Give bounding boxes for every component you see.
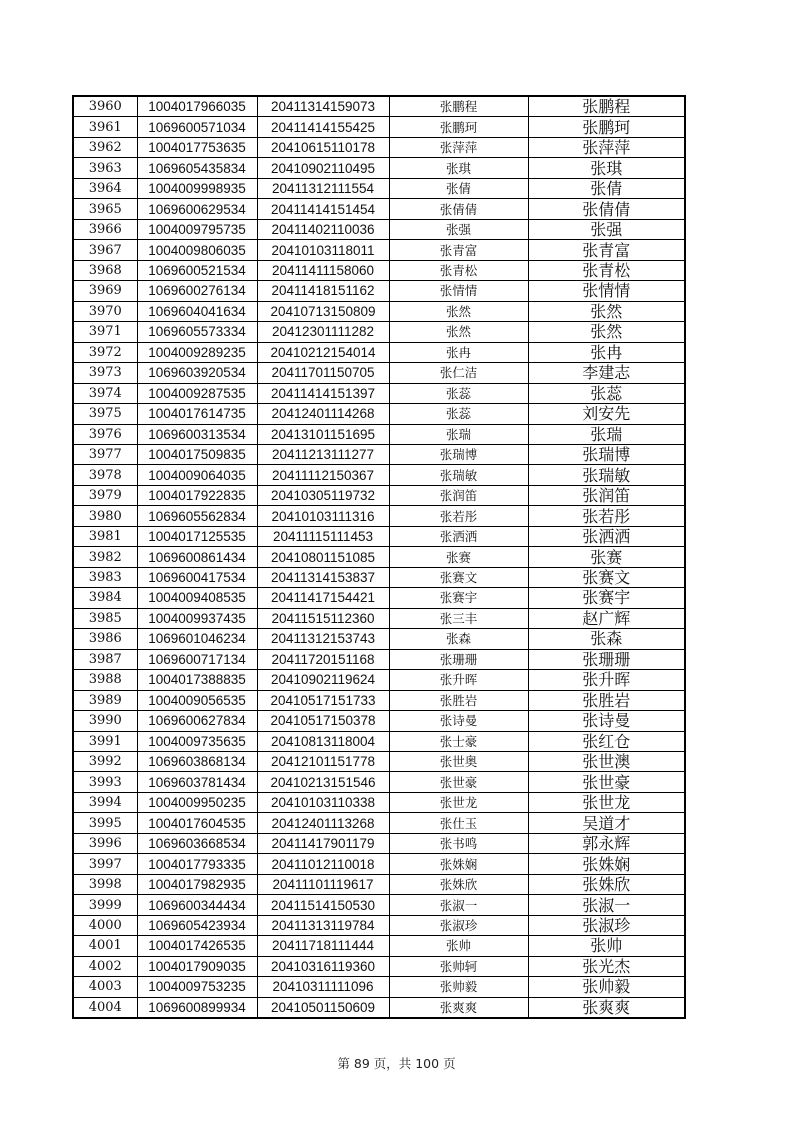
cell-name-verified: 张琪 (528, 158, 685, 178)
cell-seq-number: 3992 (73, 752, 137, 772)
cell-exam-number: 20410517151733 (257, 690, 389, 710)
cell-seq-number: 3966 (73, 219, 137, 239)
cell-name: 张蕊 (389, 383, 528, 403)
cell-exam-number: 20413101151695 (257, 424, 389, 444)
cell-seq-number: 3997 (73, 854, 137, 874)
cell-name: 张仁洁 (389, 363, 528, 383)
cell-name-verified: 张鹏程 (528, 96, 685, 117)
cell-seq-number: 3998 (73, 874, 137, 894)
table-row (73, 629, 685, 649)
table-row (73, 199, 685, 219)
cell-name-verified: 张赛文 (528, 567, 685, 587)
cell-name-verified: 张淑珍 (528, 915, 685, 935)
cell-id-number: 1069600313534 (137, 424, 257, 444)
cell-name-verified: 张瑞敏 (528, 465, 685, 485)
cell-id-number: 1004017604535 (137, 813, 257, 833)
cell-name: 张萍萍 (389, 137, 528, 157)
cell-seq-number: 3990 (73, 711, 137, 731)
cell-exam-number: 20410501150609 (257, 997, 389, 1018)
cell-seq-number: 3989 (73, 690, 137, 710)
cell-id-number: 1004017614735 (137, 404, 257, 424)
cell-name: 张鹏程 (389, 96, 528, 117)
cell-id-number: 1069605435834 (137, 158, 257, 178)
cell-seq-number: 4000 (73, 915, 137, 935)
cell-seq-number: 3960 (73, 96, 137, 117)
cell-id-number: 1069600344434 (137, 895, 257, 915)
table-row (73, 424, 685, 444)
cell-name: 张赛文 (389, 567, 528, 587)
cell-name-verified: 张倩 (528, 178, 685, 198)
cell-name-verified: 张强 (528, 219, 685, 239)
table-row (73, 117, 685, 137)
cell-name-verified: 张润笛 (528, 485, 685, 505)
cell-name: 张世奥 (389, 752, 528, 772)
table-row (73, 322, 685, 342)
cell-id-number: 1004017982935 (137, 874, 257, 894)
cell-seq-number: 3972 (73, 342, 137, 362)
cell-name: 张淑一 (389, 895, 528, 915)
cell-seq-number: 3971 (73, 322, 137, 342)
cell-id-number: 1069600276134 (137, 281, 257, 301)
cell-name: 张情情 (389, 281, 528, 301)
cell-id-number: 1004017966035 (137, 96, 257, 117)
cell-id-number: 1069603920534 (137, 363, 257, 383)
cell-name: 张然 (389, 301, 528, 321)
cell-id-number: 1004017125535 (137, 526, 257, 546)
cell-exam-number: 20411701150705 (257, 363, 389, 383)
cell-name: 张瑞博 (389, 444, 528, 464)
table-row (73, 854, 685, 874)
cell-exam-number: 20411112150367 (257, 465, 389, 485)
cell-exam-number: 20410902110495 (257, 158, 389, 178)
cell-seq-number: 3994 (73, 792, 137, 812)
cell-exam-number: 20411514150530 (257, 895, 389, 915)
cell-seq-number: 3982 (73, 547, 137, 567)
cell-id-number: 1069600571034 (137, 117, 257, 137)
cell-id-number: 1069600899934 (137, 997, 257, 1018)
cell-exam-number: 20411312111554 (257, 178, 389, 198)
cell-id-number: 1004017793335 (137, 854, 257, 874)
table-row (73, 608, 685, 628)
roster-table (72, 95, 686, 1019)
table-row (73, 547, 685, 567)
cell-name: 张森 (389, 629, 528, 649)
cell-exam-number: 20411115111453 (257, 526, 389, 546)
cell-exam-number: 20412301111282 (257, 322, 389, 342)
cell-exam-number: 20410305119732 (257, 485, 389, 505)
cell-exam-number: 20411213111277 (257, 444, 389, 464)
cell-exam-number: 20411402110036 (257, 219, 389, 239)
table-row (73, 772, 685, 792)
cell-name-verified: 张青松 (528, 260, 685, 280)
table-row (73, 956, 685, 976)
cell-seq-number: 3980 (73, 506, 137, 526)
cell-exam-number: 20410213151546 (257, 772, 389, 792)
cell-name: 张爽爽 (389, 997, 528, 1018)
cell-name-verified: 张世豪 (528, 772, 685, 792)
cell-name-verified: 张帅毅 (528, 977, 685, 997)
cell-name-verified: 张淑一 (528, 895, 685, 915)
cell-exam-number: 20411417901179 (257, 833, 389, 853)
table-row (73, 260, 685, 280)
cell-id-number: 1004009735635 (137, 731, 257, 751)
cell-exam-number: 20410311111096 (257, 977, 389, 997)
cell-seq-number: 4004 (73, 997, 137, 1018)
cell-id-number: 1004017388835 (137, 670, 257, 690)
cell-exam-number: 20410316119360 (257, 956, 389, 976)
table-row (73, 731, 685, 751)
cell-name-verified: 张世澳 (528, 752, 685, 772)
cell-exam-number: 20411414151397 (257, 383, 389, 403)
cell-name: 张蕊 (389, 404, 528, 424)
cell-name-verified: 张珊珊 (528, 649, 685, 669)
cell-name: 张然 (389, 322, 528, 342)
cell-name-verified: 张诗曼 (528, 711, 685, 731)
cell-exam-number: 20411101119617 (257, 874, 389, 894)
cell-exam-number: 20410813118004 (257, 731, 389, 751)
cell-name-verified: 张鹏珂 (528, 117, 685, 137)
table-row (73, 936, 685, 956)
cell-exam-number: 20411012110018 (257, 854, 389, 874)
cell-id-number: 1069605423934 (137, 915, 257, 935)
cell-exam-number: 20412101151778 (257, 752, 389, 772)
table-row (73, 137, 685, 157)
cell-seq-number: 3970 (73, 301, 137, 321)
table-row (73, 158, 685, 178)
cell-exam-number: 20410212154014 (257, 342, 389, 362)
cell-name-verified: 张姝欣 (528, 874, 685, 894)
cell-id-number: 1004017426535 (137, 936, 257, 956)
cell-exam-number: 20411312153743 (257, 629, 389, 649)
cell-seq-number: 3988 (73, 670, 137, 690)
cell-id-number: 1069600521534 (137, 260, 257, 280)
cell-seq-number: 3961 (73, 117, 137, 137)
cell-id-number: 1069604041634 (137, 301, 257, 321)
table-row (73, 219, 685, 239)
cell-name: 张书鸣 (389, 833, 528, 853)
cell-id-number: 1004017922835 (137, 485, 257, 505)
cell-name: 张倩倩 (389, 199, 528, 219)
table-row (73, 281, 685, 301)
table-row (73, 711, 685, 731)
table-row (73, 752, 685, 772)
cell-id-number: 1004009806035 (137, 240, 257, 260)
cell-name: 张姝娴 (389, 854, 528, 874)
cell-seq-number: 4003 (73, 977, 137, 997)
cell-name-verified: 张青富 (528, 240, 685, 260)
cell-seq-number: 3986 (73, 629, 137, 649)
table-row (73, 874, 685, 894)
cell-name: 张升晖 (389, 670, 528, 690)
cell-id-number: 1004009950235 (137, 792, 257, 812)
cell-exam-number: 20411314159073 (257, 96, 389, 117)
cell-name-verified: 张若彤 (528, 506, 685, 526)
page-footer: 第 89 页，共 100 页 (337, 1056, 456, 1071)
cell-name: 张帅轲 (389, 956, 528, 976)
cell-id-number: 1004017753635 (137, 137, 257, 157)
cell-name: 张诗曼 (389, 711, 528, 731)
cell-id-number: 1004017909035 (137, 956, 257, 976)
cell-name-verified: 吴道才 (528, 813, 685, 833)
cell-id-number: 1004009937435 (137, 608, 257, 628)
cell-name-verified: 张升晖 (528, 670, 685, 690)
cell-exam-number: 20410103110338 (257, 792, 389, 812)
cell-name-verified: 张帅 (528, 936, 685, 956)
cell-name: 张世龙 (389, 792, 528, 812)
roster-table-body (73, 96, 685, 1018)
table-row (73, 383, 685, 403)
cell-name-verified: 刘安先 (528, 404, 685, 424)
cell-name: 张赛 (389, 547, 528, 567)
cell-name: 张瑞 (389, 424, 528, 444)
cell-seq-number: 3963 (73, 158, 137, 178)
table-row (73, 240, 685, 260)
cell-exam-number: 20411417154421 (257, 588, 389, 608)
table-row (73, 485, 685, 505)
table-row (73, 363, 685, 383)
cell-exam-number: 20411414155425 (257, 117, 389, 137)
table-row (73, 342, 685, 362)
cell-seq-number: 3962 (73, 137, 137, 157)
cell-id-number: 1069600627834 (137, 711, 257, 731)
cell-name: 张淑珍 (389, 915, 528, 935)
table-row (73, 526, 685, 546)
cell-exam-number: 20412401113268 (257, 813, 389, 833)
cell-seq-number: 3987 (73, 649, 137, 669)
table-row (73, 792, 685, 812)
table-row (73, 813, 685, 833)
cell-id-number: 1069605573334 (137, 322, 257, 342)
cell-seq-number: 4001 (73, 936, 137, 956)
cell-name: 张倩 (389, 178, 528, 198)
cell-id-number: 1069600861434 (137, 547, 257, 567)
cell-name: 张瑞敏 (389, 465, 528, 485)
cell-id-number: 1069600417534 (137, 567, 257, 587)
cell-id-number: 1069600717134 (137, 649, 257, 669)
cell-exam-number: 20410801151085 (257, 547, 389, 567)
cell-name: 张帅毅 (389, 977, 528, 997)
cell-seq-number: 3969 (73, 281, 137, 301)
cell-id-number: 1069603868134 (137, 752, 257, 772)
cell-id-number: 1004009287535 (137, 383, 257, 403)
cell-id-number: 1004017509835 (137, 444, 257, 464)
table-row (73, 178, 685, 198)
cell-id-number: 1069603668534 (137, 833, 257, 853)
cell-seq-number: 3991 (73, 731, 137, 751)
cell-name: 张青松 (389, 260, 528, 280)
cell-seq-number: 3984 (73, 588, 137, 608)
cell-name: 张珊珊 (389, 649, 528, 669)
table-row (73, 997, 685, 1018)
cell-exam-number: 20411314153837 (257, 567, 389, 587)
cell-seq-number: 3985 (73, 608, 137, 628)
cell-seq-number: 3967 (73, 240, 137, 260)
cell-id-number: 1004009753235 (137, 977, 257, 997)
cell-name-verified: 张瑞 (528, 424, 685, 444)
cell-name-verified: 张爽爽 (528, 997, 685, 1018)
table-row (73, 895, 685, 915)
cell-name: 张鹏珂 (389, 117, 528, 137)
cell-name: 张青富 (389, 240, 528, 260)
cell-name: 张胜岩 (389, 690, 528, 710)
cell-seq-number: 3995 (73, 813, 137, 833)
cell-id-number: 1004009795735 (137, 219, 257, 239)
cell-name: 张琪 (389, 158, 528, 178)
table-row (73, 567, 685, 587)
cell-id-number: 1069605562834 (137, 506, 257, 526)
table-row (73, 404, 685, 424)
cell-name: 张若彤 (389, 506, 528, 526)
cell-seq-number: 3977 (73, 444, 137, 464)
cell-name: 张冉 (389, 342, 528, 362)
cell-seq-number: 3996 (73, 833, 137, 853)
cell-name-verified: 张然 (528, 322, 685, 342)
cell-id-number: 1069601046234 (137, 629, 257, 649)
cell-exam-number: 20410517150378 (257, 711, 389, 731)
cell-exam-number: 20411313119784 (257, 915, 389, 935)
cell-seq-number: 3968 (73, 260, 137, 280)
cell-name: 张姝欣 (389, 874, 528, 894)
cell-seq-number: 3999 (73, 895, 137, 915)
cell-name: 张士豪 (389, 731, 528, 751)
cell-name: 张洒洒 (389, 526, 528, 546)
cell-seq-number: 3978 (73, 465, 137, 485)
cell-name-verified: 郭永辉 (528, 833, 685, 853)
cell-exam-number: 20411418151162 (257, 281, 389, 301)
cell-seq-number: 3975 (73, 404, 137, 424)
cell-name-verified: 张倩倩 (528, 199, 685, 219)
cell-name-verified: 张赛 (528, 547, 685, 567)
cell-id-number: 1069600629534 (137, 199, 257, 219)
cell-seq-number: 3981 (73, 526, 137, 546)
table-row (73, 915, 685, 935)
cell-seq-number: 3974 (73, 383, 137, 403)
cell-seq-number: 3973 (73, 363, 137, 383)
cell-name: 张赛宇 (389, 588, 528, 608)
cell-name: 张仕玉 (389, 813, 528, 833)
cell-exam-number: 20412401114268 (257, 404, 389, 424)
cell-name: 张强 (389, 219, 528, 239)
cell-exam-number: 20410615110178 (257, 137, 389, 157)
cell-name-verified: 张萍萍 (528, 137, 685, 157)
cell-id-number: 1004009064035 (137, 465, 257, 485)
cell-name-verified: 张蕊 (528, 383, 685, 403)
table-row (73, 977, 685, 997)
table-row (73, 649, 685, 669)
cell-name: 张三丰 (389, 608, 528, 628)
cell-exam-number: 20410902119624 (257, 670, 389, 690)
cell-exam-number: 20411411158060 (257, 260, 389, 280)
cell-seq-number: 3965 (73, 199, 137, 219)
cell-name: 张润笛 (389, 485, 528, 505)
cell-name-verified: 张情情 (528, 281, 685, 301)
cell-exam-number: 20410713150809 (257, 301, 389, 321)
cell-id-number: 1004009056535 (137, 690, 257, 710)
cell-name-verified: 张胜岩 (528, 690, 685, 710)
cell-seq-number: 3979 (73, 485, 137, 505)
cell-id-number: 1004009289235 (137, 342, 257, 362)
table-row (73, 444, 685, 464)
cell-exam-number: 20411718111444 (257, 936, 389, 956)
cell-seq-number: 4002 (73, 956, 137, 976)
table-row (73, 690, 685, 710)
cell-id-number: 1004009408535 (137, 588, 257, 608)
table-row (73, 96, 685, 117)
cell-seq-number: 3964 (73, 178, 137, 198)
cell-name-verified: 张洒洒 (528, 526, 685, 546)
cell-name-verified: 张然 (528, 301, 685, 321)
table-row (73, 465, 685, 485)
cell-name-verified: 李建志 (528, 363, 685, 383)
table-row (73, 833, 685, 853)
cell-name-verified: 张森 (528, 629, 685, 649)
cell-id-number: 1004009998935 (137, 178, 257, 198)
cell-name-verified: 张冉 (528, 342, 685, 362)
cell-name-verified: 张姝娴 (528, 854, 685, 874)
cell-name: 张帅 (389, 936, 528, 956)
cell-exam-number: 20411515112360 (257, 608, 389, 628)
cell-name-verified: 赵广辉 (528, 608, 685, 628)
cell-exam-number: 20410103111316 (257, 506, 389, 526)
cell-exam-number: 20410103118011 (257, 240, 389, 260)
cell-name-verified: 张光杰 (528, 956, 685, 976)
cell-name-verified: 张赛宇 (528, 588, 685, 608)
table-row (73, 670, 685, 690)
cell-name: 张世豪 (389, 772, 528, 792)
cell-name-verified: 张红仓 (528, 731, 685, 751)
cell-id-number: 1069603781434 (137, 772, 257, 792)
table-row (73, 301, 685, 321)
cell-exam-number: 20411414151454 (257, 199, 389, 219)
cell-seq-number: 3976 (73, 424, 137, 444)
cell-seq-number: 3983 (73, 567, 137, 587)
cell-name-verified: 张瑞博 (528, 444, 685, 464)
cell-seq-number: 3993 (73, 772, 137, 792)
table-row (73, 506, 685, 526)
table-row (73, 588, 685, 608)
cell-exam-number: 20411720151168 (257, 649, 389, 669)
cell-name-verified: 张世龙 (528, 792, 685, 812)
